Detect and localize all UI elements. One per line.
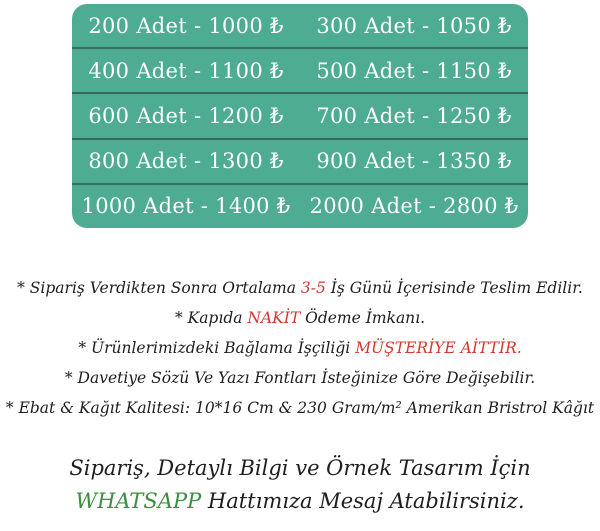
note-cash-payment bbox=[0, 303, 600, 333]
note-highlight-days: 3-5 bbox=[300, 279, 326, 297]
price-cell: 800 Adet - 1300 ₺ bbox=[88, 149, 284, 174]
price-table-row bbox=[72, 49, 528, 94]
whatsapp-label: WHATSAPP bbox=[75, 489, 202, 513]
note-text: * Ebat & Kağıt Kalitesi: 10*16 Cm & 230 Gram/m² Amerikan Bristrol Kâğıt bbox=[5, 399, 595, 417]
note-binding-labor bbox=[0, 333, 600, 363]
footer-line-2 bbox=[0, 485, 600, 518]
price-table bbox=[72, 4, 528, 228]
note-text: * Davetiye Sözü Ve Yazı Fontları İsteğinize Göre Değişebilir. bbox=[64, 369, 536, 387]
price-cell: 700 Adet - 1250 ₺ bbox=[316, 104, 512, 128]
note-delivery-time bbox=[0, 273, 600, 303]
note-highlight-customer: MÜŞTERİYE AİTTİR. bbox=[355, 339, 522, 357]
note-paper-quality bbox=[0, 393, 600, 423]
price-cell: 400 Adet - 1100 ₺ bbox=[88, 58, 284, 83]
price-table-row bbox=[72, 4, 528, 49]
price-cell: 600 Adet - 1200 ₺ bbox=[88, 104, 284, 128]
price-cell: 500 Adet - 1150 ₺ bbox=[316, 58, 512, 83]
price-table-row bbox=[72, 185, 528, 228]
price-table-row bbox=[72, 140, 528, 185]
notes-section bbox=[0, 273, 600, 423]
note-highlight-cash: NAKİT bbox=[247, 309, 301, 327]
price-cell: 2000 Adet - 2800 ₺ bbox=[309, 194, 519, 219]
note-fonts-changeable bbox=[0, 363, 600, 393]
price-cell: 300 Adet - 1050 ₺ bbox=[316, 13, 512, 38]
footer-text: Hattımıza Mesaj Atabilirsiniz. bbox=[201, 489, 525, 513]
price-cell: 900 Adet - 1350 ₺ bbox=[316, 149, 512, 174]
price-cell: 1000 Adet - 1400 ₺ bbox=[81, 194, 291, 219]
note-text: İş Günü İçerisinde Teslim Edilir. bbox=[325, 279, 583, 297]
footer-section bbox=[0, 452, 600, 518]
footer-line-1: Sipariş, Detaylı Bilgi ve Örnek Tasarım İçin bbox=[69, 456, 531, 480]
note-text: * Kapıda bbox=[174, 309, 248, 327]
price-cell: 200 Adet - 1000 ₺ bbox=[88, 13, 284, 38]
note-text: Ödeme İmkanı. bbox=[300, 309, 426, 327]
price-table-row bbox=[72, 94, 528, 139]
note-text: * Sipariş Verdikten Sonra Ortalama bbox=[17, 279, 301, 297]
note-text: * Ürünlerimizdeki Bağlama İşçiliği bbox=[78, 339, 356, 357]
